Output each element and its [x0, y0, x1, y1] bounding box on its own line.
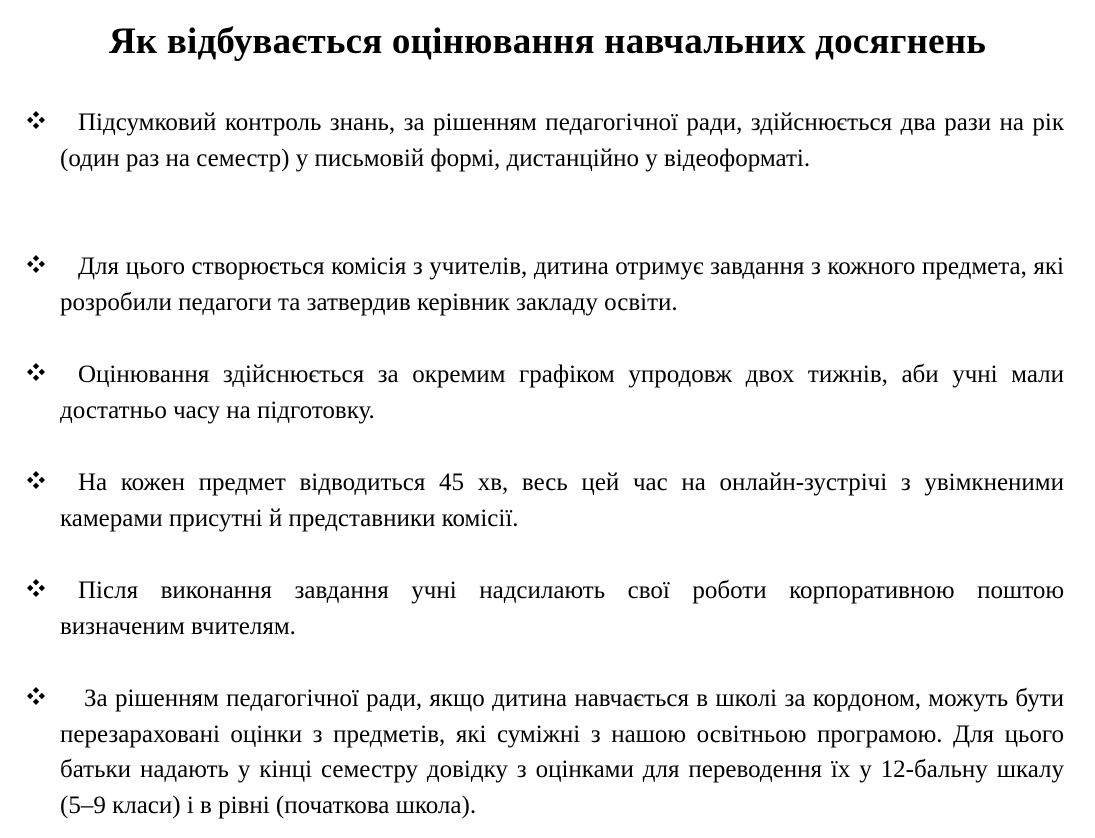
diamond-quad-icon: [23, 573, 49, 608]
list-item: [60, 681, 1064, 823]
list-item-text: Після виконання завдання учні надсилають свої роботи корпоративною поштою визначеним вчителям.: [60, 577, 1064, 640]
list-item: [60, 105, 1064, 176]
list-item: [60, 249, 1064, 320]
list-item: [60, 465, 1064, 536]
diamond-quad-icon: [23, 465, 49, 500]
list-item-text: На кожен предмет відводиться 45 хв, весь цей час на онлайн-зустрічі з увімкненими камерами присутні й представники комісії.: [60, 469, 1064, 532]
list-item: [60, 573, 1064, 644]
list-item-text: Підсумковий контроль знань, за рішенням педагогічної ради, здійснюється два рази на рік (один раз на семестр) у письмовій формі, дистанційно у відеоформаті.: [60, 109, 1064, 172]
diamond-quad-icon: [23, 357, 49, 392]
diamond-quad-icon: [23, 105, 49, 140]
diamond-quad-icon: [23, 249, 49, 284]
page-title: Як відбувається оцінювання навчальних досягнень: [108, 21, 987, 62]
list-item-text: Оцінювання здійснюється за окремим графіком упродовж двох тижнів, аби учні мали достатньо часу на підготовку.: [60, 361, 1064, 424]
list-item-text: Для цього створюється комісія з учителів, дитина отримує завдання з кожного предмета, які розробили педагоги та затвердив керівник закладу освіти.: [60, 253, 1064, 316]
list-item-text: За рішенням педагогічної ради, якщо дитина навчається в школі за кордоном, можуть бути перезараховані оцінки з предметів, які суміжні з нашою освітньою програмою. Для цього батьки надають у кінці семестру довідку з оцінками для переводення їх у 12-бальну шкалу (5–9 класи) і в рівні (початкова школа).: [60, 685, 1064, 819]
diamond-quad-icon: [23, 681, 49, 716]
list-item: [60, 357, 1064, 428]
